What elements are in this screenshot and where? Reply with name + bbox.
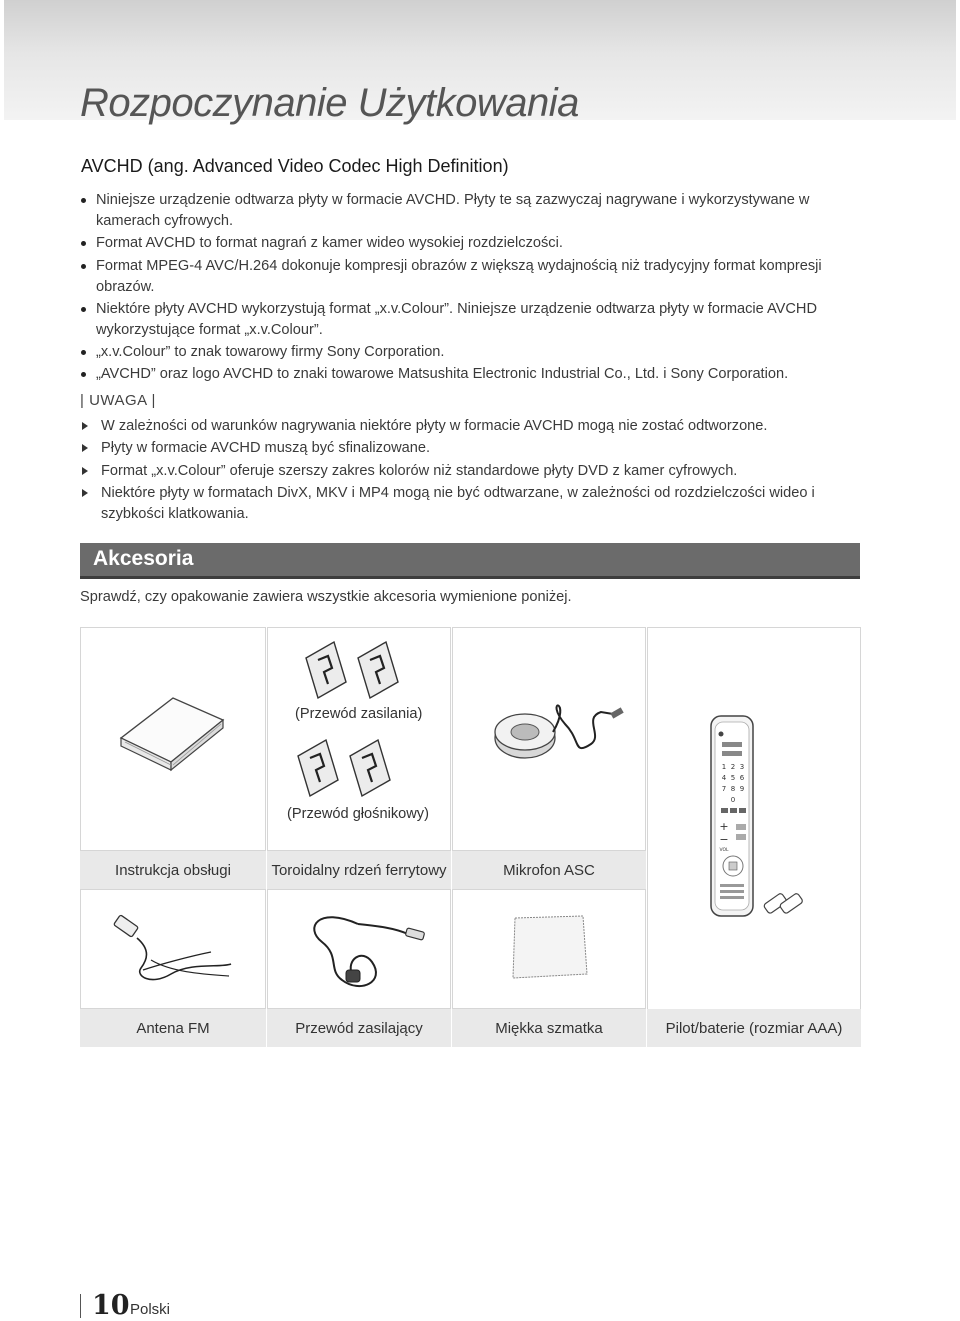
footer-divider	[80, 1294, 81, 1318]
power-cable-label: (Przewód zasilania)	[295, 706, 423, 722]
note-item	[80, 483, 850, 525]
cloth-label: Miękka szmatka	[452, 1009, 646, 1047]
ferrite-core-label: Toroidalny rdzeń ferrytowy	[267, 851, 451, 889]
note-item	[80, 461, 850, 482]
accessories-title: Akcesoria	[93, 547, 194, 570]
avchd-bullet-list	[80, 190, 850, 387]
microphone-icon	[453, 628, 647, 852]
fm-antenna-icon	[81, 890, 267, 1010]
power-cord-image-cell	[267, 889, 451, 1009]
remote-key-4: 4	[721, 774, 727, 782]
remote-label: Pilot/baterie (rozmiar AAA)	[647, 1009, 861, 1047]
list-item: Niektóre płyty AVCHD wykorzystują format „x.v.Colour”. Niniejsze urządzenie odtwarza płyty w formacie AVCHD wykorzystujące format „x.v.Colour”.	[80, 299, 850, 341]
list-item: „AVCHD” oraz logo AVCHD to znaki towarowe Matsushita Electronic Industrial Co., Ltd. i Sony Corporation.	[80, 364, 850, 385]
page-language: Polski	[130, 1301, 171, 1318]
note-item	[80, 438, 850, 459]
note-item	[80, 416, 850, 437]
note-text: Niektóre płyty w formatach DivX, MKV i MP4 mogą nie być odtwarzane, w zależności od rozdzielczości wideo i szybkości klatkowania.	[101, 484, 815, 522]
vol-minus-icon: −	[719, 833, 729, 846]
arrow-right-icon	[82, 444, 88, 452]
list-item: Niniejsze urządzenie odtwarza płyty w formacie AVCHD. Płyty te są zazwyczaj nagrywane i wykorzystywane w kamerach cyfrowych.	[80, 190, 850, 232]
accessories-intro: Sprawdź, czy opakowanie zawiera wszystkie akcesoria wymienione poniżej.	[80, 589, 572, 605]
note-text: W zależności od warunków nagrywania niektóre płyty w formacie AVCHD mogą nie zostać odtworzone.	[101, 418, 768, 434]
remote-key-3: 3	[739, 763, 745, 771]
arrow-right-icon	[82, 422, 88, 430]
remote-key-9: 9	[739, 785, 745, 793]
manual-booklet-icon	[81, 628, 267, 852]
avchd-heading: AVCHD (ang. Advanced Video Codec High Definition)	[81, 156, 509, 176]
power-cord-icon	[268, 890, 452, 1010]
remote-key-8: 8	[730, 785, 736, 793]
list-item: Format AVCHD to format nagrań z kamer wideo wysokiej rozdzielczości.	[80, 233, 850, 254]
note-text: Format „x.v.Colour” oferuje szerszy zakres kolorów niż standardowe płyty DVD z kamer cyfrowych.	[101, 462, 738, 479]
arrow-right-icon	[82, 489, 88, 497]
remote-key-5: 5	[730, 774, 736, 782]
remote-key-6: 6	[739, 774, 745, 782]
chapter-title: Rozpoczynanie Użytkowania	[80, 81, 579, 125]
cloth-image-cell	[452, 889, 646, 1009]
manual-image-cell	[80, 627, 266, 851]
fm-antenna-label: Antena FM	[80, 1009, 266, 1047]
manual-label: Instrukcja obsługi	[80, 851, 266, 889]
list-item: Format MPEG-4 AVC/H.264 dokonuje kompresji obrazów z większą wydajnością niż tradycyjny format kompresji obrazów.	[80, 256, 850, 298]
mic-label: Mikrofon ASC	[452, 851, 646, 889]
remote-control-icon	[648, 628, 862, 938]
speaker-cable-label: (Przewód głośnikowy)	[287, 806, 429, 822]
page-number: 10	[92, 1290, 130, 1321]
accessories-grid	[80, 627, 861, 1047]
mic-image-cell	[452, 627, 646, 851]
arrow-right-icon	[82, 467, 88, 475]
note-label: | UWAGA |	[80, 392, 156, 409]
list-item: „x.v.Colour” to znak towarowy firmy Sony Corporation.	[80, 342, 850, 363]
vol-plus-icon: +	[719, 820, 729, 833]
fm-antenna-image-cell	[80, 889, 266, 1009]
remote-image-cell	[647, 627, 861, 1047]
note-list	[80, 416, 850, 526]
power-cord-label: Przewód zasilający	[267, 1009, 451, 1047]
remote-key-1: 1	[721, 763, 727, 771]
accessories-title-bar	[80, 543, 860, 579]
remote-key-2: 2	[730, 763, 736, 771]
vol-label: VOL	[719, 848, 729, 853]
remote-key-0: 0	[730, 796, 736, 804]
note-text: Płyty w formacie AVCHD muszą być sfinalizowane.	[101, 440, 431, 457]
aaa-batteries-icon	[763, 893, 803, 915]
cleaning-cloth-icon	[453, 890, 647, 1010]
remote-key-7: 7	[721, 785, 727, 793]
